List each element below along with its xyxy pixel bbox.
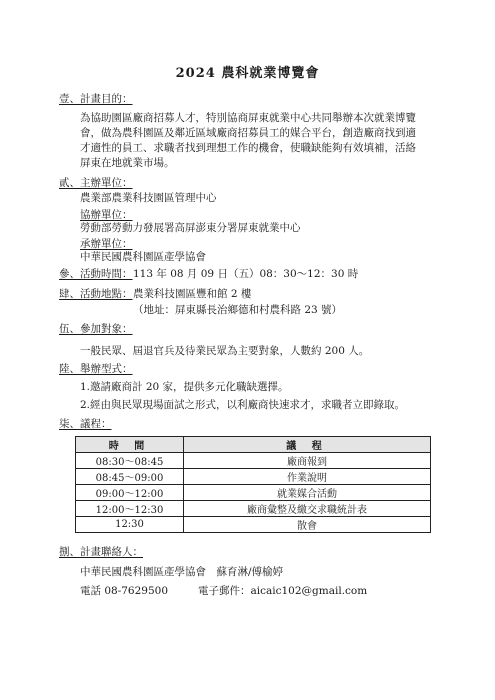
agenda-col-item: 議 程	[184, 437, 431, 453]
co-organizer: 勞動部勞動力發展署高屏澎東分署屏東就業中心	[80, 222, 301, 234]
purpose-line-4: 屏東在地就業市場。	[80, 157, 175, 169]
contact-phone: 電話 08-7629500	[80, 585, 169, 597]
document-title: 2024 農科就業博覽會	[175, 66, 320, 81]
table-row	[76, 453, 431, 469]
agenda-col-time: 時 間	[76, 437, 184, 453]
table-row	[76, 517, 431, 533]
co-organizer-label: 協辦單位：	[80, 209, 133, 221]
time-heading: 參、活動時間：	[59, 268, 133, 280]
agenda-time-cell: 12:00～12:30	[76, 501, 184, 517]
format-heading: 陸、舉辦型式：	[59, 363, 133, 375]
purpose-line-3: 才適性的員工、求職者找到理想工作的機會，使職缺能夠有效填補，活絡	[80, 142, 416, 154]
participants-text: 一般民眾、屆退官兵及待業民眾為主要對象，人數約 200 人。	[80, 345, 370, 357]
agenda-table	[75, 436, 431, 533]
table-row	[76, 501, 431, 517]
table-row	[76, 485, 431, 501]
host-organizer: 農業部農業科技園區管理中心	[80, 192, 217, 204]
agenda-item-cell: 就業媒合活動	[184, 485, 431, 501]
purpose-heading: 壹、計畫目的：	[59, 93, 133, 105]
agenda-item-cell: 作業說明	[184, 469, 431, 485]
contact-email: 電子郵件：aicaic102@gmail.com	[198, 585, 368, 597]
agenda-time-cell: 08:45～09:00	[76, 469, 184, 485]
purpose-line-1: 為協助園區廠商招募人才，特別協商屏東就業中心共同舉辦本次就業博覽	[80, 112, 416, 124]
purpose-line-2: 會，做為農科園區及鄰近區域廠商招募員工的媒合平台，創造廠商找到適	[80, 127, 416, 139]
agenda-item-cell: 廠商報到	[184, 453, 431, 469]
contact-org-person: 中華民國農科園區產學協會 蘇育淋/傅榆婷	[80, 566, 284, 578]
venue-address: （地址：屏東縣長治鄉德和村農科路 23 號）	[133, 304, 343, 316]
format-item-2: 2.經由與民眾現場面試之形式，以利廠商快速求才，求職者立即錄取。	[80, 399, 406, 411]
format-item-1: 1.邀請廠商計 20 家，提供多元化職缺選擇。	[80, 381, 289, 393]
table-row	[76, 469, 431, 485]
executing-organizer: 中華民國農科園區產學協會	[80, 251, 206, 263]
agenda-time-cell: 08:30～08:45	[76, 453, 184, 469]
venue-name: 農業科技園區豐和館 2 樓	[133, 288, 252, 300]
agenda-heading: 柒、議程：	[59, 418, 112, 430]
agenda-item-cell: 散會	[184, 517, 431, 533]
agenda-time-cell: 09:00～12:00	[76, 485, 184, 501]
executing-organizer-label: 承辦單位：	[80, 238, 133, 250]
event-time: 113 年 08 月 09 日（五）08：30～12：30 時	[133, 268, 359, 280]
agenda-header-row	[76, 437, 431, 453]
agenda-item-cell: 廠商彙整及繳交求職統計表	[184, 501, 431, 517]
agenda-time-cell: 12:30	[76, 517, 184, 533]
participants-heading: 伍、參加對象：	[59, 323, 133, 335]
venue-heading: 肆、活動地點：	[59, 288, 133, 300]
contact-heading: 捌、計畫聯絡人：	[59, 546, 143, 558]
organizers-heading: 貳、主辦單位：	[59, 177, 133, 189]
